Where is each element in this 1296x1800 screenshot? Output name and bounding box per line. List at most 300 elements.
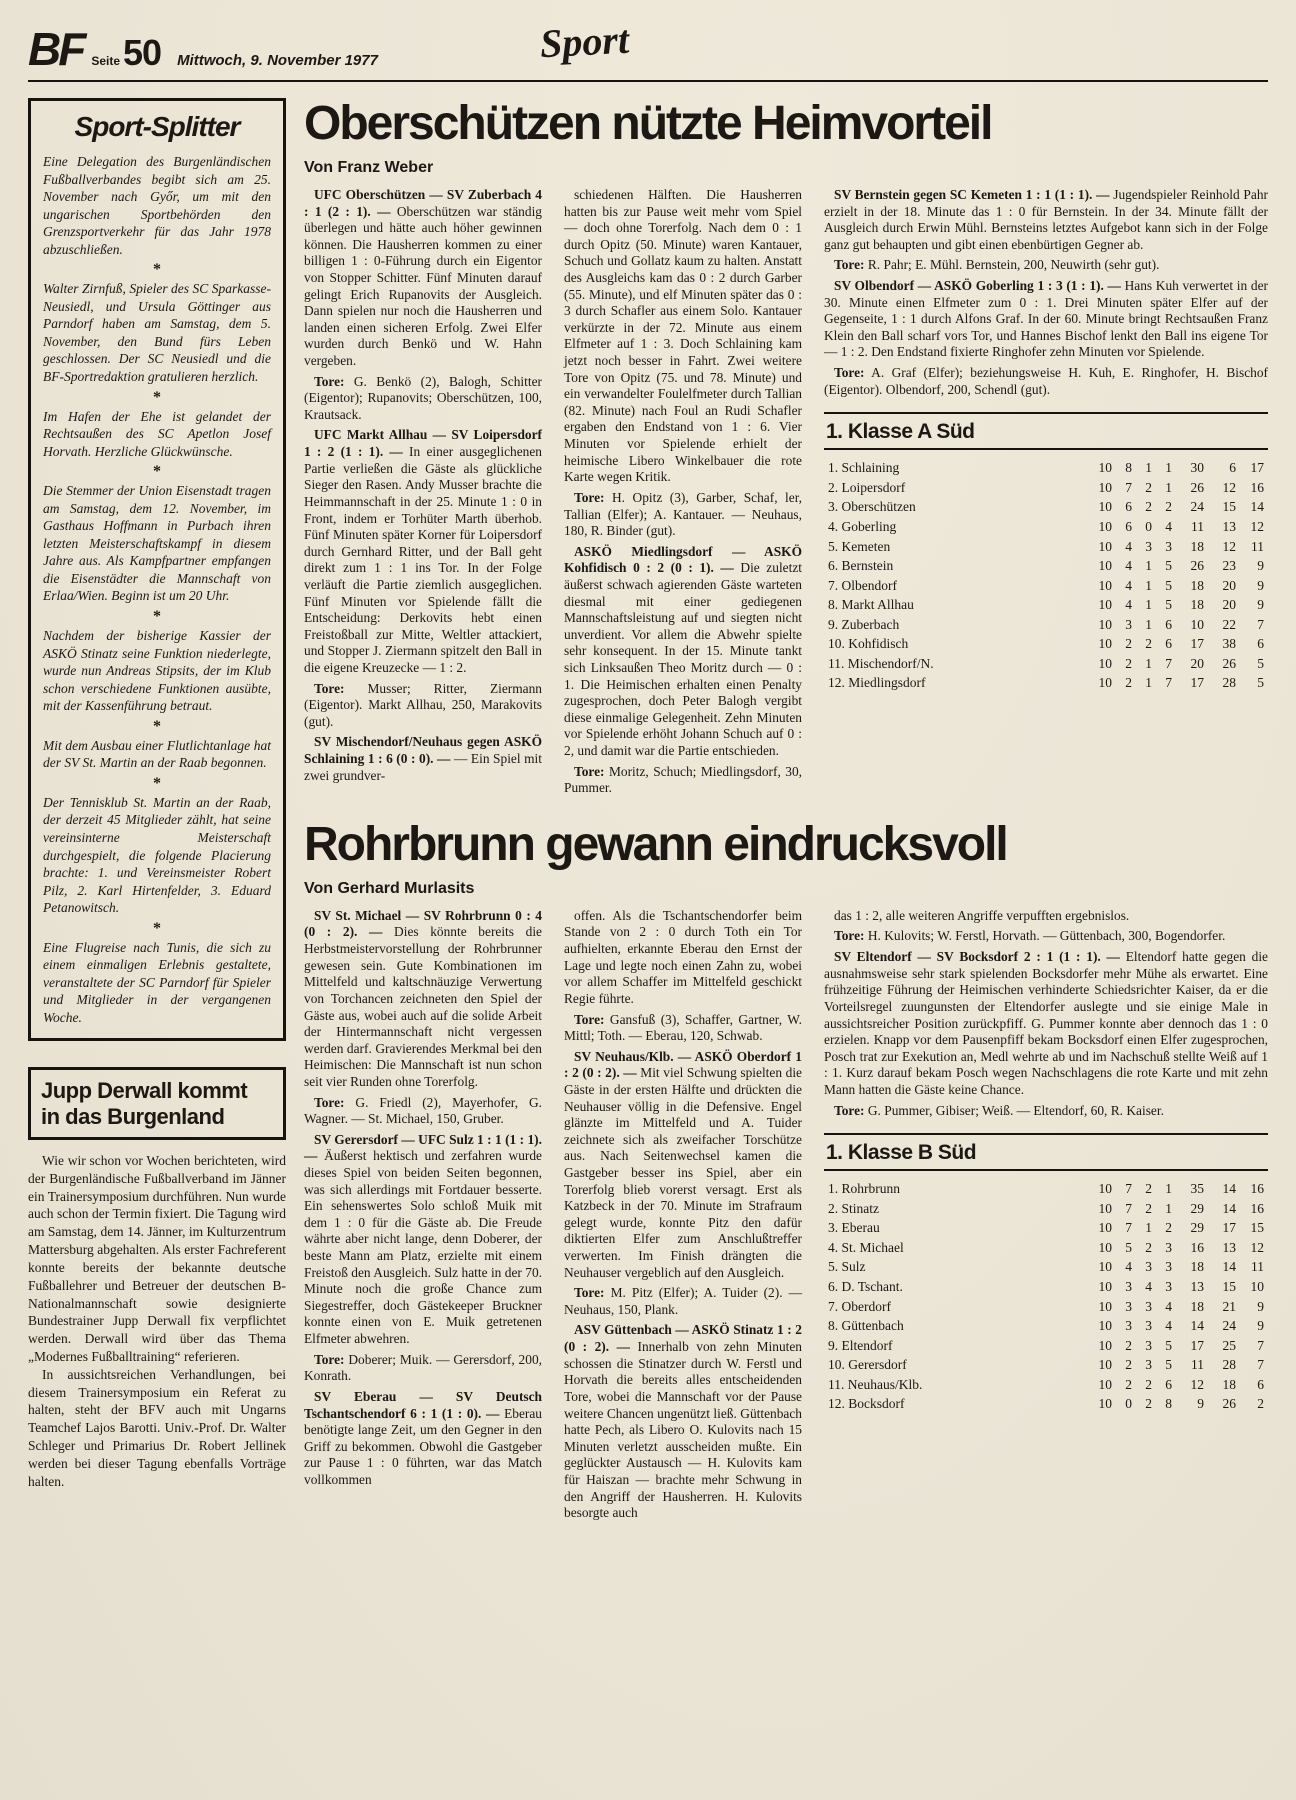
goals-against: 14 — [1222, 1200, 1236, 1216]
draws: 2 — [1145, 499, 1152, 515]
goals-against: 14 — [1222, 1259, 1236, 1275]
team-name: 9. Eltendorf — [828, 1337, 893, 1353]
page-header — [28, 16, 1268, 82]
article1-byline: Von Franz Weber — [304, 158, 434, 176]
points: 5 — [1257, 675, 1264, 691]
games-played: 10 — [1098, 499, 1112, 515]
match-lead: Tore: — [574, 489, 605, 505]
section-title: Sport — [538, 16, 631, 67]
points: 11 — [1251, 538, 1264, 554]
goals-against: 26 — [1222, 1396, 1236, 1412]
match-text: A. Graf (Elfer); beziehungsweise H. Kuh, E. Ringhofer, H. Bischof (Eigentor). Olbendorf, 200, Schendl (gut). — [824, 365, 1269, 397]
sport-splitter-box — [28, 98, 286, 1041]
draws: 2 — [1145, 1239, 1152, 1255]
match-lead: SV Neuhaus/Klb. — ASKÖ Oberdorf 1 : 2 (0 : 2). — — [564, 1048, 802, 1081]
match-lead: SV Gerersdorf — UFC Sulz 1 : 1 (1 : 1). — — [304, 1131, 542, 1164]
goals-for: 18 — [1190, 1259, 1204, 1275]
goals-for: 18 — [1190, 1298, 1204, 1314]
team-name: 1. Rohrbrunn — [828, 1181, 900, 1197]
wins: 3 — [1125, 616, 1132, 632]
goals-for: 10 — [1190, 616, 1204, 632]
match-text: M. Pitz (Elfer); A. Tuider (2). — Neuhaus, 150, Plank. — [564, 1285, 802, 1317]
standings-b-title: 1. Klasse B Süd — [824, 1135, 1268, 1171]
match-report-paragraph — [824, 928, 1268, 945]
sport-splitter-item: * Eine Flugreise nach Tunis, die sich zu einem einmaligen Erlebnis gestaltete, veranstaltete der SC Parndorf für Spieler und Mitglieder in der vergangenen Woche. — [43, 921, 271, 1027]
team-name: 7. Oberdorf — [828, 1298, 891, 1314]
match-lead: ASKÖ Miedlingsdorf — ASKÖ Kohfidisch 0 : 2 (0 : 1). — — [564, 543, 802, 576]
team-name: 3. Oberschützen — [828, 499, 916, 515]
wins: 2 — [1125, 655, 1132, 671]
team-name: 5. Kemeten — [828, 538, 891, 554]
games-played: 10 — [1098, 1357, 1112, 1373]
points: 7 — [1257, 1357, 1264, 1373]
match-text: Oberschützen war ständig überlegen und hätte auch höher gewinnen können. Die Hausherren kommen zu einer billigen 1 : 0-Führung durch ein Eigentor von Stopper Schitter. Fünf Minuten darauf gelingt Erich Rupanovits der Ausgleich. Dann spielen nur noch die Hausherren und landen einen sicheren Erfolg. Zwei Elfer wurden durch Benkö und W. Hahn vergeben. — [304, 203, 542, 369]
wins: 2 — [1125, 636, 1132, 652]
draws: 2 — [1145, 1200, 1152, 1216]
losses: 5 — [1165, 577, 1172, 593]
wins: 4 — [1125, 538, 1132, 554]
team-name: 2. Stinatz — [828, 1200, 879, 1216]
losses: 1 — [1165, 1181, 1172, 1197]
losses: 2 — [1165, 1220, 1172, 1236]
match-report-paragraph — [564, 764, 802, 797]
draws: 3 — [1145, 1318, 1152, 1334]
standings-row — [828, 615, 1264, 635]
goals-for: 26 — [1190, 479, 1204, 495]
team-name: 12. Miedlingsdorf — [828, 675, 926, 691]
standings-row — [828, 1179, 1264, 1199]
points: 15 — [1250, 1220, 1264, 1236]
losses: 6 — [1165, 616, 1172, 632]
goals-for: 26 — [1190, 558, 1204, 574]
wins: 7 — [1125, 1181, 1132, 1197]
match-lead: Tore: — [574, 1285, 605, 1301]
sport-splitter-item: * Mit dem Ausbau einer Flutlichtanlage hat der SV St. Martin an der Raab begonnen. — [43, 719, 271, 772]
article2-byline: Von Gerhard Murlasits — [304, 879, 475, 897]
match-text: Innerhalb von zehn Minuten schossen die Stinatzer durch W. Ferstl und Horvath die bereits alles entscheidenden Tore, wobei die Mannschaft vor der Pause weitere Chancen ungenützt ließ. Güttenbach hatte Pech, als Libero O. Kulovits nach 15 Minuten verletzt ausscheiden mußte. Ein geglückter Austausch — H. Kulovits kam für Haiszan — brachte mehr Schwung in den Angriff der Hausherren. H. Kulovits besorgte auch — [564, 1339, 802, 1521]
issue-date: Mittwoch, 9. November 1977 — [177, 51, 378, 69]
goals-against: 12 — [1222, 538, 1236, 554]
match-text: Moritz, Schuch; Miedlingsdorf, 30, Pummer. — [564, 763, 802, 796]
article2-column-2 — [564, 908, 802, 1526]
standings-table-klasse-b-sued — [824, 1133, 1268, 1414]
match-text: offen. Als die Tschantschendorfer beim Stande von 2 : 0 durch Toth ein Tor aufhielten, erkannte Eberau den Ernst der Lage und legte noch einen Zahn zu, wobei vor allem Schaffer im Mittelfeld geschickt Regie führte. — [564, 907, 802, 1006]
standings-table-klasse-a-sued — [824, 412, 1268, 693]
sport-splitter-title: Sport-Splitter — [74, 111, 240, 142]
standings-row — [828, 458, 1264, 478]
article1-column-3-text — [824, 187, 1268, 398]
team-name: 10. Gerersdorf — [828, 1357, 907, 1373]
goals-for: 18 — [1190, 597, 1204, 613]
losses: 4 — [1165, 518, 1172, 534]
points: 17 — [1250, 460, 1264, 476]
match-text: In einer ausgeglichenen Partie verließen die Gäste als glückliche Sieger den Rasen. Andy Musser brachte die Heimmannschaft in der 25. Minute 1 : 0 in Front, indem er Torhüter Marth überhob. Fünf Minuten später Korner für Loipersdorf durch Gernhard Ritter, und der Ball geht direkt zum 1 : 1 ins Tor. In der Folge verläuft die Partie ziemlich ausgeglichen. Fünf Minuten vor Spielende fällt die Entscheidung: Derkovits hebt einen Freistoßball zur Mitte, Weltler attackiert, und Stopper J. Ziermann spitzelt den Ball in die eigene Kreuzecke — 1 : 2. — [304, 444, 542, 676]
goals-against: 6 — [1229, 460, 1236, 476]
team-name: 7. Olbendorf — [828, 577, 897, 593]
wins: 3 — [1125, 1298, 1132, 1314]
match-lead: Tore: — [574, 1011, 605, 1027]
standings-row — [828, 1238, 1264, 1258]
games-played: 10 — [1098, 1376, 1112, 1392]
match-report-paragraph — [304, 908, 542, 1091]
draws: 3 — [1145, 1259, 1152, 1275]
article-oberschuetzen — [304, 97, 1269, 801]
article2-column-3 — [824, 908, 1268, 1526]
games-played: 10 — [1098, 1239, 1112, 1255]
goals-for: 11 — [1191, 1357, 1204, 1373]
match-lead: SV Mischendorf/Neuhaus gegen ASKÖ Schlaining 1 : 6 (0 : 0). — — [304, 734, 542, 767]
wins: 6 — [1125, 518, 1132, 534]
match-lead: Tore: — [834, 257, 865, 273]
goals-against: 18 — [1222, 1376, 1236, 1392]
team-name: 5. Sulz — [828, 1259, 866, 1275]
wins: 3 — [1125, 1318, 1132, 1334]
points: 5 — [1257, 655, 1264, 671]
derwall-paragraph: In aussichtsreichen Verhandlungen, bei diesem Trainersymposium ein Referat zu halten, steht der BFV auch mit Ungarns Teamchef Lajos Barotti. Univ.-Prof. Dr. Walter Schleger und Primarius Dr. Robert Jellinek werden bei dieser Tagung ebenfalls Vorträge halten. — [28, 1366, 286, 1489]
masthead-brand — [28, 22, 378, 75]
losses: 4 — [1165, 1318, 1172, 1334]
standings-row — [828, 654, 1264, 674]
games-played: 10 — [1098, 518, 1112, 534]
match-report-paragraph — [824, 365, 1268, 398]
goals-against: 28 — [1222, 675, 1236, 691]
games-played: 10 — [1098, 1181, 1112, 1197]
match-report-paragraph — [564, 544, 802, 760]
match-lead: ASV Güttenbach — ASKÖ Stinatz 1 : 2 (0 : 2). — — [564, 1322, 802, 1355]
derwall-article — [28, 1067, 286, 1490]
team-name: 12. Bocksdorf — [828, 1396, 905, 1412]
points: 14 — [1250, 499, 1264, 515]
losses: 5 — [1165, 1357, 1172, 1373]
match-lead: SV Eltendorf — SV Bocksdorf 2 : 1 (1 : 1). — — [834, 949, 1120, 965]
losses: 4 — [1165, 1298, 1172, 1314]
goals-against: 26 — [1222, 655, 1236, 671]
page-label-group — [91, 31, 162, 73]
games-played: 10 — [1098, 655, 1112, 671]
points: 9 — [1257, 577, 1264, 593]
draws: 1 — [1145, 675, 1152, 691]
match-report-paragraph — [564, 187, 802, 486]
match-text: G. Benkö (2), Balogh, Schitter (Eigentor); Rupanovits; Oberschützen, 100, Krautsack. — [304, 373, 542, 422]
article2-column-1 — [304, 908, 542, 1526]
sport-splitter-list — [43, 153, 271, 1026]
team-name: 11. Neuhaus/Klb. — [828, 1376, 923, 1392]
match-lead: Tore: — [834, 1102, 865, 1118]
games-played: 10 — [1098, 1200, 1112, 1216]
points: 6 — [1257, 636, 1264, 652]
match-text: Doberer; Muik. — Gerersdorf, 200, Konrath. — [304, 1351, 542, 1384]
article1-column-3 — [824, 187, 1268, 801]
games-played: 10 — [1098, 1318, 1112, 1334]
team-name: 2. Loipersdorf — [828, 479, 906, 495]
goals-against: 15 — [1222, 1278, 1236, 1294]
match-lead: UFC Markt Allhau — SV Loipersdorf 1 : 2 (1 : 1). — — [304, 427, 542, 460]
points: 2 — [1257, 1396, 1264, 1412]
match-lead: UFC Oberschützen — SV Zuberbach 4 : 1 (2 : 1). — — [304, 186, 542, 219]
wins: 4 — [1125, 558, 1132, 574]
goals-for: 11 — [1191, 518, 1204, 534]
goals-for: 24 — [1190, 499, 1204, 515]
wins: 3 — [1125, 1278, 1132, 1294]
draws: 1 — [1145, 577, 1152, 593]
match-report-paragraph — [824, 908, 1268, 925]
sport-splitter-item: * Der Tennisklub St. Martin an der Raab, der derzeit 45 Mitglieder zählt, hat seine vereinsinterne Meisterschaft durchgespielt, die folgende Placierung brachte: 1. und Vereinsmeister Robert Pilz, 2. Karl Hirtenfelder, 3. Eduard Petanowitsch. — [43, 776, 271, 917]
points: 9 — [1257, 1298, 1264, 1314]
article2-columns — [304, 908, 1268, 1526]
team-name: 8. Markt Allhau — [828, 597, 914, 613]
team-name: 3. Eberau — [828, 1220, 880, 1236]
points: 16 — [1250, 1181, 1264, 1197]
draws: 2 — [1145, 479, 1152, 495]
losses: 5 — [1165, 558, 1172, 574]
wins: 8 — [1125, 460, 1132, 476]
losses: 6 — [1165, 1376, 1172, 1392]
team-name: 9. Zuberbach — [828, 616, 900, 632]
match-text: Musser; Ritter, Ziermann (Eigentor). Markt Allhau, 250, Marakovits (gut). — [304, 680, 542, 729]
standings-row — [828, 1355, 1264, 1375]
draws: 3 — [1145, 538, 1152, 554]
losses: 1 — [1165, 479, 1172, 495]
draws: 4 — [1145, 1278, 1152, 1294]
match-report-paragraph — [564, 1012, 802, 1045]
match-report-paragraph — [304, 1352, 542, 1385]
standings-row — [828, 576, 1264, 596]
match-report-paragraph — [824, 187, 1268, 253]
team-name: 11. Mischendorf/N. — [828, 655, 934, 671]
draws: 3 — [1145, 1298, 1152, 1314]
standings-row — [828, 478, 1264, 498]
draws: 2 — [1145, 1181, 1152, 1197]
derwall-title-box — [28, 1067, 286, 1140]
match-text: Äußerst hektisch und zerfahren wurde dieses Spiel von beiden Seiten begonnen, was sich allerdings mit Fortdauer besserte. Ein sehenswertes Solo schloß Muik mit dem 1 : 0 für die Gäste ab. Die Freude währte aber nicht lange, denn Doberer, der beste Mann am Platz, erzielte mit einem Freistoß den Ausgleich. Sulz hatte in der 70. Minute noch die große Chance zum Siegestreffer, doch Gästekeeper Bruckner konnte einen von E. Muik getretenen Elfmeter abwehren. — [304, 1148, 542, 1347]
games-played: 10 — [1098, 597, 1112, 613]
wins: 7 — [1125, 1220, 1132, 1236]
match-report-paragraph — [564, 908, 802, 1008]
goals-for: 35 — [1190, 1181, 1204, 1197]
losses: 1 — [1165, 1200, 1172, 1216]
article2-column-3-text — [824, 908, 1268, 1119]
points: 10 — [1250, 1278, 1264, 1294]
match-lead: Tore: — [314, 373, 345, 389]
standings-a-title: 1. Klasse A Süd — [824, 414, 1268, 450]
goals-for: 12 — [1190, 1376, 1204, 1392]
standings-row — [828, 1199, 1264, 1219]
sport-splitter-item: * Nachdem der bisherige Kassier der ASKÖ Stinatz seine Funktion niederlegte, wurde nun Andreas Stipsits, der im Klub schon verschiedene Funktionen ausübte, mit der Kassenführung betraut. — [43, 609, 271, 715]
sport-splitter-item: * Die Stemmer der Union Eisenstadt tragen am Samstag, dem 12. November, im Gasthaus Hoffmann in Purbach ihren letzten Meisterschaftskampf in diesem Jahre aus. Als Kampfpartner empfangen die Eisenstädter die Mannschaft von Erlaa/Wien. Beginn ist um 20 Uhr. — [43, 464, 271, 605]
goals-for: 29 — [1190, 1220, 1204, 1236]
goals-for: 17 — [1190, 1337, 1204, 1353]
goals-for: 13 — [1190, 1278, 1204, 1294]
match-report-paragraph — [824, 949, 1268, 1098]
points: 9 — [1257, 1318, 1264, 1334]
points: 9 — [1257, 597, 1264, 613]
wins: 6 — [1125, 499, 1132, 515]
page-content — [28, 82, 1268, 1526]
match-lead: Tore: — [834, 365, 865, 381]
goals-against: 20 — [1222, 597, 1236, 613]
standings-row — [828, 634, 1264, 654]
match-lead: Tore: — [314, 1094, 345, 1110]
draws: 1 — [1145, 597, 1152, 613]
goals-against: 17 — [1222, 1220, 1236, 1236]
match-lead: Tore: — [314, 1351, 345, 1367]
points: 11 — [1251, 1259, 1264, 1275]
standings-row — [828, 497, 1264, 517]
goals-for: 17 — [1190, 675, 1204, 691]
match-report-paragraph — [564, 1322, 802, 1521]
match-report-paragraph — [564, 490, 802, 540]
games-played: 10 — [1098, 558, 1112, 574]
points: 7 — [1257, 1337, 1264, 1353]
article1-columns — [304, 187, 1268, 801]
match-report-paragraph — [304, 427, 542, 676]
match-lead: Tore: — [314, 680, 345, 696]
draws: 3 — [1145, 1337, 1152, 1353]
standings-row — [828, 537, 1264, 557]
draws: 1 — [1145, 616, 1152, 632]
match-text: Mit viel Schwung spielten die Gäste in der ersten Hälfte und drückten die Neuhauser völlig in die Defensive. Engel glänzte im Mittelfeld und A. Tuider zeichnete sich als zweifacher Torschütze aus. Nach Seitenwechsel kamen die Gastgeber besser ins Spiel, aber ein Torerfolg blieb vorerst versagt. Erst als Katzbeck in der 70. Minute im Strafraum gelegt wurde, konnte Pitz den dafür diktierten Elfer zum Anschlußtreffer verwerten. Im Finish drängten die Neuhauser vergeblich auf den Ausgleich. — [564, 1065, 802, 1280]
derwall-title-line2: in das Burgenland — [41, 1103, 225, 1129]
standings-row — [828, 1277, 1264, 1297]
games-played: 10 — [1098, 538, 1112, 554]
draws: 1 — [1145, 1220, 1152, 1236]
losses: 8 — [1165, 1396, 1172, 1412]
goals-against: 12 — [1222, 479, 1236, 495]
match-lead: Tore: — [574, 763, 605, 779]
match-text: — Ein Spiel mit zwei grundver- — [304, 751, 542, 783]
match-text: H. Opitz (3), Garber, Schaf, ler, Tallian (Elfer); A. Kantauer. — Neuhaus, 180, R. Binder (gut). — [564, 489, 802, 539]
points: 9 — [1257, 558, 1264, 574]
goals-for: 17 — [1190, 636, 1204, 652]
draws: 2 — [1145, 636, 1152, 652]
team-name: 1. Schlaining — [828, 460, 900, 476]
derwall-title-line1: Jupp Derwall kommt — [41, 1078, 248, 1104]
team-name: 4. Goberling — [828, 518, 897, 534]
standings-row — [828, 1336, 1264, 1356]
goals-against: 38 — [1222, 636, 1236, 652]
match-report-paragraph — [304, 374, 542, 424]
standings-row — [828, 1218, 1264, 1238]
draws: 0 — [1145, 518, 1152, 534]
article2-headline: Rohrbrunn gewann eindrucksvoll — [304, 817, 1007, 871]
games-played: 10 — [1098, 616, 1112, 632]
team-name: 4. St. Michael — [828, 1239, 904, 1255]
draws: 2 — [1145, 1376, 1152, 1392]
match-report-paragraph — [304, 1132, 542, 1348]
games-played: 10 — [1098, 1298, 1112, 1314]
losses: 1 — [1165, 460, 1172, 476]
team-name: 6. Bernstein — [828, 558, 894, 574]
wins: 4 — [1125, 577, 1132, 593]
sport-splitter-item: * Walter Zirnfuß, Spieler des SC Sparkasse-Neusiedl, und Ursula Göttinger aus Parndorf haben am Samstag, dem 5. November, den Bund fürs Leben geschlossen. Der SC Neusiedl und die BF-Sportredaktion gratulieren herzlich. — [43, 262, 271, 385]
wins: 0 — [1125, 1396, 1132, 1412]
points: 16 — [1250, 479, 1264, 495]
goals-against: 22 — [1222, 616, 1236, 632]
match-report-paragraph — [564, 1049, 802, 1282]
page-label: Seite — [91, 53, 121, 68]
team-name: 6. D. Tschant. — [828, 1278, 903, 1294]
standings-row — [828, 1394, 1264, 1414]
match-report-paragraph — [824, 278, 1268, 361]
points: 12 — [1250, 1239, 1264, 1255]
wins: 7 — [1125, 1200, 1132, 1216]
goals-against: 15 — [1222, 499, 1236, 515]
draws: 1 — [1145, 460, 1152, 476]
games-played: 10 — [1098, 675, 1112, 691]
draws: 2 — [1145, 1396, 1152, 1412]
standings-row — [828, 1297, 1264, 1317]
games-played: 10 — [1098, 1396, 1112, 1412]
goals-against: 20 — [1222, 577, 1236, 593]
match-text: R. Pahr; E. Mühl. Bernstein, 200, Neuwirth (sehr gut). — [867, 257, 1160, 273]
match-text: Gansfuß (3), Schaffer, Gartner, W. Mittl; Toth. — Eberau, 120, Schwab. — [564, 1011, 802, 1044]
match-text: G. Friedl (2), Mayerhofer, G. Wagner. — St. Michael, 150, Gruber. — [304, 1094, 542, 1127]
standings-a-rows — [824, 458, 1268, 693]
match-text: Eltendorf hatte gegen die ausnahmsweise sehr stark spielenden Bocksdorfer mehr Mühe als erwartet. Eine frühzeitige Führung der Heimischen verhinderte Schiedsrichter Kaiser, da er die Vorteilsregel zuungunsten der Eltendorfer auslegte und sie einige Male in aussichtsreicher Position zurückpfiff. G. Pummer konnte aber dennoch das 1 : 0 erzielen. Knapp vor dem Pausenpfiff bekam Bocksdorf einen Elfer zugesprochen, Posch trat zur Exekution an, Medl wehrte ab und im Nachschuß stellte Weiß auf 1 : 1. Kurz darauf bekam Posch wegen Nachschlagens die rote Karte und mit zehn Mann hatten die Gäste keine Chance. — [824, 949, 1268, 1097]
goals-for: 16 — [1190, 1239, 1204, 1255]
match-report-paragraph — [824, 257, 1268, 274]
goals-for: 18 — [1190, 538, 1204, 554]
losses: 3 — [1165, 1259, 1172, 1275]
goals-against: 28 — [1222, 1357, 1236, 1373]
match-lead: SV Eberau — SV Deutsch Tschantschendorf 6 : 1 (1 : 0). — — [304, 1388, 542, 1421]
match-report-paragraph — [304, 1389, 542, 1489]
goals-against: 21 — [1222, 1298, 1236, 1314]
standings-row — [828, 1257, 1264, 1277]
losses: 3 — [1165, 538, 1172, 554]
match-text: G. Pummer, Gibiser; Weiß. — Eltendorf, 60, R. Kaiser. — [867, 1102, 1164, 1118]
points: 16 — [1250, 1200, 1264, 1216]
draws: 1 — [1145, 655, 1152, 671]
goals-for: 30 — [1190, 460, 1204, 476]
goals-against: 23 — [1222, 558, 1236, 574]
team-name: 10. Kohfidisch — [828, 636, 909, 652]
goals-against: 25 — [1222, 1337, 1236, 1353]
main-column — [304, 98, 1268, 1526]
goals-against: 13 — [1222, 1239, 1236, 1255]
wins: 2 — [1125, 1337, 1132, 1353]
match-report-paragraph — [564, 1285, 802, 1318]
match-report-paragraph — [824, 1103, 1268, 1120]
match-text: das 1 : 2, alle weiteren Angriffe verpufften ergebnislos. — [834, 907, 1130, 923]
goals-for: 9 — [1197, 1396, 1204, 1412]
losses: 6 — [1165, 636, 1172, 652]
standings-row — [828, 517, 1264, 537]
games-played: 10 — [1098, 577, 1112, 593]
match-report-paragraph — [304, 681, 542, 731]
match-lead: SV Bernstein gegen SC Kemeten 1 : 1 (1 : 1). — — [834, 186, 1110, 202]
goals-for: 29 — [1190, 1200, 1204, 1216]
wins: 2 — [1125, 1376, 1132, 1392]
standings-row — [828, 673, 1264, 693]
points: 6 — [1257, 1376, 1264, 1392]
standings-row — [828, 1375, 1264, 1395]
losses: 3 — [1165, 1278, 1172, 1294]
brand-logo: BF — [28, 22, 84, 75]
goals-for: 20 — [1190, 655, 1204, 671]
derwall-paragraph: Wie wir schon vor Wochen berichteten, wird der Burgenländische Fußballverband im Jänner ein Trainersymposium durchführen. Nun wurde auch schon der Termin fixiert. Die Tagung wird am Samstag, dem 14. Jänner, im Kulturzentrum Mattersburg abgehalten. Als erster Fachreferent konnte bereits der bekannte deutsche Fußballehrer und Betreuer der deutschen B-Nationalmannschaft sowie designierte Bundestrainer Jupp Derwall fix verpflichtet werden. Derwall wird über das Thema „Modernes Fußballtraining“ referieren. — [28, 1153, 286, 1364]
match-lead: Tore: — [834, 928, 865, 944]
standings-row — [828, 556, 1264, 576]
article-rohrbrunn — [304, 817, 1268, 1526]
draws: 3 — [1145, 1357, 1152, 1373]
points: 7 — [1257, 616, 1264, 632]
goals-for: 18 — [1190, 577, 1204, 593]
wins: 2 — [1125, 1357, 1132, 1373]
left-column — [28, 98, 286, 1526]
losses: 5 — [1165, 597, 1172, 613]
games-played: 10 — [1098, 1337, 1112, 1353]
